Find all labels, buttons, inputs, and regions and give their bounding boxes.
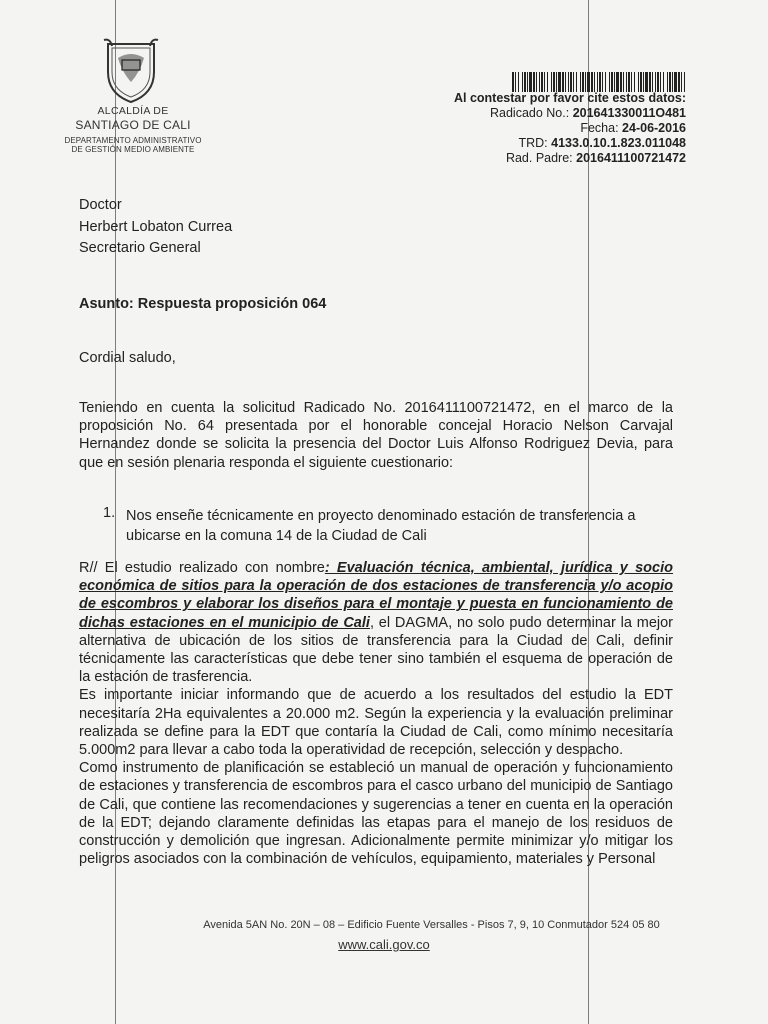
barcode-bar xyxy=(605,72,606,92)
barcode-bar xyxy=(576,72,577,92)
barcode-bar xyxy=(529,72,532,92)
barcode-bar xyxy=(602,72,603,92)
radicado-parent-label: Rad. Padre: xyxy=(505,151,573,165)
barcode-bar xyxy=(631,72,632,92)
addressee-position: Secretario General xyxy=(79,240,201,256)
barcode-bar xyxy=(551,72,552,92)
barcode-bar xyxy=(663,72,664,92)
paragraph-manual: Como instrumento de planificación se estableció un manual de operación y funcionamiento de estaciones y transferencia de escombros para el casco urbano del municipio de Santiago de Cali, que contiene las recomendaciones y sugerencias a tener en cuenta en la operación de la EDT; dejando claramente definidas las etapas para el manejo de los residuos de construcción y demolición que ingresan. Adicionalmente permite minimizar y/o mitigar los peligros asociados con la combinación de vehículos, equipamiento, materiales y Personal xyxy=(79,760,673,868)
barcode-bar xyxy=(591,72,593,92)
barcode-bar xyxy=(616,72,619,92)
radicado-date-value: 24-06-2016 xyxy=(622,121,686,135)
radicado-date xyxy=(580,121,686,135)
response-prefix: R// El estudio realizado con nombre xyxy=(79,560,325,576)
barcode-bar xyxy=(580,72,581,92)
barcode-bar xyxy=(634,72,635,92)
barcode-bar xyxy=(585,72,586,92)
study-title: : Evaluación técnica, ambiental, jurídica y socio económica de sitios para la operación de dos estaciones de transferencia y/o acopio de escombros y elaborar los diseños para el montaje y puesta en funcionamiento de dichas estaciones en el municipio de Cali xyxy=(79,560,673,631)
footer-address-text: Avenida 5AN No. 20N – 08 – Edificio Fuente Versalles - Pisos 7, 9, 10 Conmutador 524 05 80 xyxy=(203,919,660,931)
list-item-number: 1. xyxy=(103,505,116,521)
addressee-title: Doctor xyxy=(79,197,122,213)
barcode-bar xyxy=(667,72,668,92)
radicado-number-value: 201641330011O481 xyxy=(572,106,686,120)
barcode-bar xyxy=(594,72,595,92)
radicado-parent xyxy=(506,151,686,165)
barcode-bar xyxy=(674,72,677,92)
barcode-bar xyxy=(657,72,659,92)
barcode-bar xyxy=(553,72,555,92)
radicado-prompt: Al contestar por favor cite estos datos: xyxy=(453,91,686,105)
barcode-bar xyxy=(544,72,545,92)
barcode-bar xyxy=(643,72,644,92)
radicado-date-label: Fecha: xyxy=(580,121,619,135)
radicado-parent-value: 2016411100721472 xyxy=(576,151,686,165)
radicado-trd-value: 4133.0.10.1.823.011048 xyxy=(551,136,686,150)
barcode-bar xyxy=(652,72,653,92)
barcode-bar xyxy=(660,72,661,92)
department-line-2: DE GESTIÓN MEDIO AMBIENTE xyxy=(71,145,195,154)
barcode-bar xyxy=(626,72,627,92)
barcode-bar xyxy=(655,72,656,92)
greeting: Cordial saludo, xyxy=(79,350,176,366)
barcode-bar xyxy=(611,72,613,92)
barcode-bar xyxy=(512,72,514,92)
barcode-bar xyxy=(597,72,598,92)
barcode-bar xyxy=(568,72,569,92)
footer-website-link[interactable]: www.cali.gov.co xyxy=(338,937,430,952)
radicado-trd-label: TRD: xyxy=(518,136,548,150)
response-block xyxy=(79,559,673,868)
barcode-bar xyxy=(614,72,615,92)
coat-of-arms-icon xyxy=(100,38,162,104)
barcode-bar xyxy=(623,72,624,92)
barcode-bar xyxy=(541,72,543,92)
barcode-bar xyxy=(582,72,584,92)
barcode-bar xyxy=(527,72,528,92)
barcode-bar xyxy=(678,72,680,92)
barcode-bar xyxy=(649,72,651,92)
barcode-bar xyxy=(684,72,685,92)
barcode-bar xyxy=(524,72,526,92)
barcode-bar xyxy=(547,72,548,92)
barcode-bar xyxy=(628,72,630,92)
barcode-bar xyxy=(609,72,610,92)
radicado-number xyxy=(490,106,686,120)
barcode-bar xyxy=(518,72,519,92)
radicado-number-label: Radicado No.: xyxy=(489,106,570,120)
barcode-bar xyxy=(539,72,540,92)
barcode-bar xyxy=(640,72,642,92)
barcode-bar xyxy=(536,72,537,92)
footer-address xyxy=(0,919,768,931)
city-line: SANTIAGO DE CALI xyxy=(75,118,191,132)
barcode-bar xyxy=(645,72,648,92)
barcode-bar xyxy=(565,72,566,92)
barcode-bar xyxy=(570,72,572,92)
subject-line: Asunto: Respuesta proposición 064 xyxy=(79,296,327,312)
barcode-bar xyxy=(573,72,574,92)
response-paragraph xyxy=(79,559,673,686)
department-line-1: DEPARTAMENTO ADMINISTRATIVO xyxy=(64,136,202,145)
barcode-bar xyxy=(620,72,622,92)
barcode-bar xyxy=(599,72,601,92)
barcode-bar xyxy=(672,72,673,92)
barcode-bar xyxy=(669,72,671,92)
barcode-bar xyxy=(587,72,590,92)
barcode-bar xyxy=(522,72,523,92)
barcode-bar xyxy=(562,72,564,92)
barcode xyxy=(512,72,685,92)
alcaldia-line: ALCALDÍA DE xyxy=(97,105,169,117)
barcode-bar xyxy=(681,72,682,92)
barcode-bar xyxy=(515,72,516,92)
intro-paragraph: Teniendo en cuenta la solicitud Radicado No. 2016411100721472, en el marco de la proposición No. 64 presentada por el honorable concejal Horacio Nelson Carvajal Hernandez donde se solicita la presencia del Doctor Luis Alfonso Rodriguez Devia, para que en sesión plenaria responda el siguiente cuestionario: xyxy=(79,400,673,471)
paragraph-edt: Es importante iniciar informando que de acuerdo a los resultados del estudio la EDT necesitaría 2Ha equivalentes a 20.000 m2. Según la experiencia y la evaluación preliminar realizada se define para la EDT que contaría la Ciudad de Cali, como mínimo necesitaría 5.000m2 para llevar a cabo toda la operatividad de recepción, selección y despacho. xyxy=(79,687,673,759)
barcode-bar xyxy=(558,72,561,92)
radicado-trd xyxy=(518,136,686,150)
response-suffix: , el DAGMA, no solo pudo determinar la mejor alternativa de ubicación de los sitios de transferencia para la Ciudad de Cali, definir técnicamente las características que debe tener sino también el esquema de operación de la estación de trasferencia. xyxy=(79,614,673,686)
barcode-bar xyxy=(533,72,535,92)
barcode-bar xyxy=(638,72,639,92)
addressee-name: Herbert Lobaton Currea xyxy=(79,219,233,235)
barcode-bar xyxy=(556,72,557,92)
list-item-text: Nos enseñe técnicamente en proyecto denominado estación de transferencia a ubicarse en la comuna 14 de la Ciudad de Cali xyxy=(126,508,636,544)
